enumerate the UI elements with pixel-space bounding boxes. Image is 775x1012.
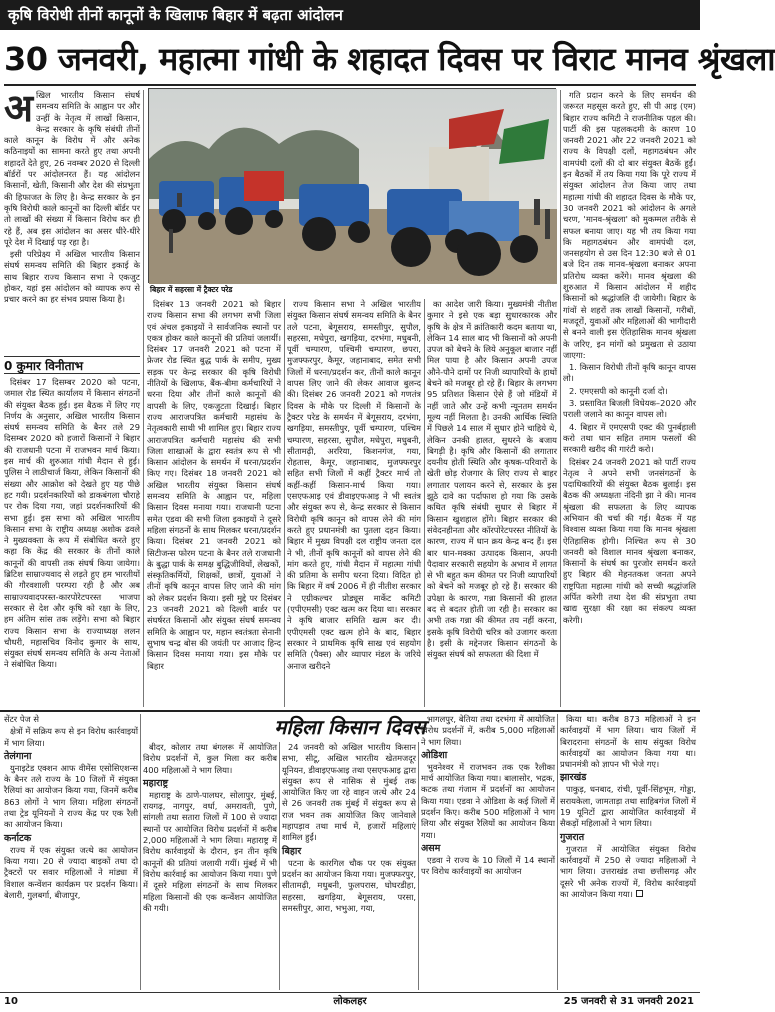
state-heading: महाराष्ट्र bbox=[143, 777, 169, 789]
box-column-3 bbox=[282, 742, 416, 990]
demand-item: 1. किसान विरोधी तीनों कृषि कानून वापस लो। bbox=[563, 362, 696, 384]
column-3-text: राज्य किसान सभा ने अखिल भारतीय संयुक्त किसान संघर्ष समन्वय समिति के बैनर तले पटना, बेगूसराय, समस्तीपुर, सुपौल, सहरसा, मधेपुरा, खगड़िया, दरभंगा, मधुबनी, पूर्वी चम्पारण, पश्चिमी चम्पारण, छपरा, मुजफ्फरपुर, कैमूर, जहानाबाद, समेत सभी जिलों में धरना/प्रदर्शन कर, तीनों काले कानून वापस लिए जाने की लेकर आवाज बुलन्द की। दिसंबर 26 जनवरी 2021 को गणतंत्र दिवस के मौके पर दिल्ली में किसानों के ट्रैक्टर परेड के समर्थन में बेगूसराय, दरभंगा, खगड़िया, समस्तीपुर, पूर्वी चम्पारण, पश्चिम चम्पारण, सहरसा, सुपौल, मधेपुरा, मधुबनी, सीतामढ़ी, अररिया, किशनगंज, गया, रोहतास, कैमूर, जहानाबाद, मुजफ्फरपुर सहित सभी जिलों में कहीं ट्रैक्टर मार्च तो कहीं-कहीं किसान-मार्च किया गया। एसएफआइ एवं डीवाइएफआइ ने भी स्वतंत्र और संयुक्त रूप से, केन्द्र सरकार से किसान विरोधी कृषि कानून को वापस लेने की मांग करते हुए प्रधानमंत्री का पुतला दहन किया। बिहार में मुख्य विपक्षी दल राष्ट्रीय जनता दल ने भी, तीनों कृषि कानूनों को वापस लेने की मांग करते हुए, गांधी मैदान में महात्मा गांधी की प्रतिमा के समीप धरना दिया। विदित हो कि बिहार में वर्ष 2006 में ही नीतीश सरकार ने एग्रीकल्चर प्रोड्यूस मार्केट कमिटी (एपीएमसी) एक्ट खत्म कर दिया था। सरकार ने कृषि बाजार समिति खत्म कर दी। एपीएमसी एक्ट खत्म होने के बाद, बिहार सरकार ने प्राथमिक कृषि साख एवं सहयोग समिति (पैक्स) और व्यापार मंडल के जरिये अनाज खरीदने bbox=[287, 299, 421, 671]
box-divider bbox=[418, 742, 419, 990]
box-c4-p2: भुवनेश्वर में राजभवन तक एक रैलीका मार्च आयोजित किया गया। बालासोर, भद्रक, कटक तथा गंजाम में प्रदर्शनों का आयोजन किया गया। एडवा ने ओडिशा के कई जिलों में प्रदर्शन किए। करीब 500 महिलाओं ने भाग लिया और संयुक्त रैलियों का आयोजन किया गया। bbox=[421, 761, 555, 840]
column-divider bbox=[560, 90, 561, 707]
box-c4-p3: एडवा ने राज्य के 10 जिलों में 14 स्थानों पर विरोध कार्रवाइयों का आयोजन bbox=[421, 854, 555, 877]
article-column-5 bbox=[563, 90, 696, 707]
state-heading: बिहार bbox=[282, 845, 302, 857]
issue-date: 25 जनवरी से 31 जनवरी 2021 bbox=[563, 996, 694, 1007]
box-c2-p1: बीदर, कोलार तथा बंगलरू में आयोजित विरोध प्रदर्शनों में, कुल मिला कर करीब 400 महिलाओं ने भाग लिया। bbox=[143, 742, 277, 775]
box-c5-p3 bbox=[560, 844, 696, 900]
box-c5-p1: किया था। करीब 873 महिलाओं ने इन कार्रवाइयों में भाग लिया। चाय जिलों में बिरादराना संगठनों के साथ संयुक्त विरोध कार्रवाइयों का आयोजन किया गया था। प्रधानमंत्री को ज्ञापन भी भेजे गए। bbox=[560, 714, 696, 770]
article-column-2 bbox=[147, 299, 281, 707]
state-heading: कर्नाटक bbox=[4, 832, 32, 844]
demand-item: 4. बिहार में एमएसपी एक्ट की पुनर्बहाली करो तथा धान सहित तमाम फसलों की सरकारी खरीद की गारंटी करो। bbox=[563, 421, 696, 455]
box-c3-p1: 24 जनवरी को अखिल भारतीय किसान सभा, सीटू, अखिल भारतीय खेतमजदूर यूनियन, डीवाइएफआइ तथा एसएफआइ द्वारा संयुक्त रूप से नासिक से मुंबई तक आयोजित किए जा रहे वाहन जत्थे और 24 से 26 जनवरी तक मुंबई में संयुक्त रूप से राज भवन तक आयोजित किए जानेवाले महापड़ाव तथा मार्च में, हजारों महिलाएं शामिल हुईं। bbox=[282, 742, 416, 843]
photo-caption: बिहार में सहरसा में ट्रैक्टर परेड bbox=[150, 285, 233, 294]
publication-name: लोकलहर bbox=[333, 996, 367, 1007]
continued-note: सेंटर पेज से bbox=[4, 714, 39, 724]
article-column-3 bbox=[287, 299, 421, 707]
end-mark-icon bbox=[636, 890, 643, 897]
section-kicker: कृषि विरोधी तीनों कानूनों के खिलाफ बिहार में बढ़ता आंदोलन bbox=[0, 0, 700, 30]
photo-illustration bbox=[149, 89, 557, 284]
state-heading: तेलंगाना bbox=[4, 750, 32, 762]
lead-column bbox=[4, 86, 140, 354]
box-c2-p2: महाराष्ट्र के ठाणे-पालघर, सोलापुर, मुंबई, रायगढ़, नागपुर, वर्धा, अमरावती, पुणे, सांगली तथा सतारा जिलों में 100 से ज्यादा स्थानों पर आयोजित विरोध प्रदर्शनों में करीब 2,000 महिलाओं ने भाग लिया। महाराष्ट्र में विरोध कार्रवाइयों के दौरान, इन तीन कृषि कानूनों की प्रतियां जलायी गयीं। मुंबई में भी विरोध कार्रवाई का आयोजन किया गया। पुणे में दूसरे महिला संगठनों के साथ मिलकर महिला किसानों की एक कन्वेंशन आयोजित की गयी। bbox=[143, 789, 277, 913]
box-column-1 bbox=[4, 714, 138, 990]
column-2-text: दिसंबर 13 जनवरी 2021 को बिहार राज्य किसान सभा की लगभग सभी जिला एवं अंचल इकाइयों ने सार्वजनिक स्थानों पर एकत्र होकर काले कानूनों की प्रतियां जलायीं। दिसंबर 17 जनवरी 2021 को पटना में फ्रेजर रोड स्थित बुद्ध पार्क के समीप, मुख्य सड़क पर केन्द्र सरकार की कृषि विरोधी नीतियों के खिलाफ, बैंक-बीमा कर्मचारियों ने धरना दिया और तीनों काले कानूनों की वापसी के लिए, एकजुटता दिखाई। बिहार राज्य आराजपत्रित कर्मचारी महासंघ के नेतृत्वकारी साथी भी शामिल हुए। बिहार राज्य आराजपत्रित कर्मचारी महासंघ की सभी जिला शाखाओं के द्वारा स्वतंत्र रूप से भी किसान आंदोलन के समर्थन में धरना/प्रदर्शन किए गए। दिसंबर 18 जनवरी 2021 को अखिल भारतीय संयुक्त किसान संघर्ष समन्वय समिति के आह्वान पर, महिला किसान दिवस मनाया गया। राजधानी पटना समेत एडवा की सभी जिला इकाइयों ने दूसरे महिला संगठनों के साथ मिलकर धरना/प्रदर्शन किया। दिसंबर 21 जनवरी 2021 को सिटीजन्स फोरम पटना के बैनर तले राजधानी के बुद्धा पार्क के समक्ष बुद्धिजीवियों, लेखकों, संस्कृतिकर्मियों, शिक्षकों, छात्रों, युवाओं ने तीनों कृषि कानून वापस लिए जाने की मांग को लेकर प्रदर्शन किया। इसी मुद्दे पर दिसंबर 23 जनवरी 2021 को दिल्ली बार्डर पर संघर्षरत किसानों और संयुक्त संघर्ष समन्वय समिति के आह्वान पर, महान स्वतंत्रता सेनानी सुभाष चन्द्र बोस की जयंती पर आजाद हिन्द किसान दिवस मनाया गया। इस मौके पर बिहार bbox=[147, 299, 281, 671]
state-heading: झारखंड bbox=[560, 772, 587, 784]
column-5-text: गति प्रदान करने के लिए समर्थन की जरूरत महसूस करते हुए, सी पी आइ (एम) बिहार राज्य कमिटी ने राजनीतिक पहल की। पार्टी की इस पहलकदमी के कारण 10 जनवरी 2021 और 22 जनवरी 2021 को राज्य के विपक्षी दलों, महागठबंधन और वामपंथी दलों की दो बार संयुक्त बैठकें हुईं। इन बैठकों में तय किया गया कि पूरे राज्य में संयुक्त आंदोलन तेज किया जाए तथा महात्मा गांधी की शहादत दिवस के मौके पर, 30 जनवरी 2021 को आंदोलन के अगले चरण, 'मानव-श्रृंखला' को मुकम्मल तरीके से सफल बनाया जाए। यह भी तय किया गया कि महागठबंधन और वामपंथी दल, जनसहयोग से उस दिन 12:30 बजे से 01 बजे दिन तक मानव-श्रृंखला बनाकर अपना प्रतिरोध व्यक्त करेंगे। मानव श्रृंखला की शुरुआत में किसान आंदोलन में शहीद किसानों को श्रद्धांजलि दी जायेगी। बिहार के गांवों से शहरों तक लाखों किसानों, गरीबों, मजदूरों, युवाओं और महिलाओं की भागीदारी से बनने वाली इस ऐतिहासिक मानव श्रृंखला के जरिए, इन मांगों को प्रमुखता से उठाया जाएगा: bbox=[563, 90, 696, 360]
box-title: महिला किसान दिवस bbox=[274, 715, 426, 739]
column-divider bbox=[284, 299, 285, 707]
demand-item: 2. एमएसपी को कानूनी दर्जा दो। bbox=[569, 385, 668, 396]
column-divider bbox=[143, 90, 144, 707]
page-footer bbox=[0, 992, 700, 1012]
state-heading: ओडिशा bbox=[421, 749, 448, 761]
box-divider bbox=[140, 714, 141, 990]
state-heading: गुजरात bbox=[560, 831, 585, 843]
author-byline: 0 कुमार विनीताभ bbox=[4, 356, 140, 374]
tractor-parade-photo bbox=[148, 88, 556, 283]
box-c4-p1: भागलपुर, बेतिया तथा दरभंगा में आयोजित विरोध प्रदर्शनों में, करीब 5,000 महिलाओं ने भाग लिया। bbox=[421, 714, 555, 747]
box-column-5 bbox=[560, 714, 696, 990]
box-column-2 bbox=[143, 742, 277, 990]
box-c1-intro: क्षेत्रों में सक्रिय रूप से इन विरोध कार्रवाइयों में भाग लिया। bbox=[4, 726, 138, 748]
page-headline: 30 जनवरी, महात्मा गांधी के शहादत दिवस पर विराट मानव श्रृंखला bbox=[4, 40, 775, 78]
box-divider bbox=[279, 742, 280, 990]
drop-cap: अ bbox=[4, 86, 34, 130]
article-column-1 bbox=[4, 377, 140, 707]
box-c5-p3-text: गुजरात में आयोजित संयुक्त विरोध कार्रवाइयों में 250 से ज्यादा महिलाओं ने भाग लिया। उत्तराखंड तथा छत्तीसगढ़ और दूसरे भी अनेक राज्यों में, विरोध कार्रवाइयों का आयोजन किया गया। bbox=[560, 843, 696, 899]
demand-item: 3. प्रस्तावित बिजली विधेयक–2020 और पराली जलाने का कानून वापस लो। bbox=[563, 398, 696, 420]
state-heading: असम bbox=[421, 842, 441, 854]
column-4-text: का आदेश जारी किया। मुख्यमंत्री नीतीश कुमार ने इसे एक बड़ा सुधारकारक और कृषि के क्षेत्र में क्रांतिकारी कदम बताया था, लेकिन 14 साल बाद भी किसानों को अपनी उपज को बेचने के लिये अनुकूल बाजार नहीं मिल पाया है और किसान अपनी उपज औने-पौने दामों पर निजी व्यापारियों के हाथों बेचने को मजबूर हो रहे हैं। बिहार के लगभग 95 प्रतिशत किसान ऐसे हैं जो मंडियों में नहीं जाते और उन्हें कभी न्यूनतम समर्थन मूल्य नहीं मिलता है। उनकी आर्थिक स्थिति में पिछले 14 साल में सुधार होने चाहिये थे, लेकिन उनकी हालत, सुधरने के बजाय बिगड़ी है। कृषि और किसानों की लगातार दयनीय होती स्थिति और कृषक-परिवारों के खेती छोड़ रोजगार के लिए राज्य से बाहर लगातार पलायन करने से, सरकार के इस झूठे दावे का पर्दाफाश हो गया कि उसके कथित कृषि संबंधी सुधार से बिहार में किसान खुशहाल होंगे। बिहार सरकार की संवेदनहीनता और कॉरपोरेटपरस्त नीतियों के कारण, राज्य में धान क्रय केन्द्र बन्द हैं। इस बार धान-मक्का उत्पादक किसान, अपनी पैदावार सरकारी सहयोग के अभाव में लागत से भी बहुत कम कीमत पर निजी व्यापारियों को बेचने को मजबूर हो रहे हैं। सरकार की उपेक्षा के कारण, गन्ना किसानों की हालत बद से बदतर होती जा रही है। सरकार का अभी तक गन्ना की कीमत तय नहीं करना, इसके कृषि विरोधी चरित्र को उजागर करता है। इसी के मद्देनजर किसान संगठनों के संयुक्त संघर्ष को सफलता की दिशा में bbox=[427, 299, 557, 660]
lead-paragraph-2: इसी परिप्रेक्ष्य में अखिल भारतीय किसान संघर्ष समन्वय समिति की बिहार इकाई के साथ बिहार राज्य किसान सभा ने एकजुट होकर, यहां इस आंदोलन को व्यापक रूप से प्रचार करने का हर संभव प्रयास किया है। bbox=[4, 249, 140, 305]
box-c3-p2: पटना के कारगिल चौक पर एक संयुक्त प्रदर्शन का आयोजन किया गया। मुजफ्फरपुर, सीतामढ़ी, मधुबनी, फुलपरास, घोघरडीहा, सहरसा, खगड़िया, बेगूसराय, परसा, समस्तीपुर, आरा, भभुआ, गया, bbox=[282, 857, 416, 913]
box-divider bbox=[557, 714, 558, 990]
box-column-4 bbox=[421, 714, 555, 990]
column-5-tail: दिसंबर 24 जनवरी 2021 को पार्टी राज्य नेतृत्व ने अपने सभी जनसंगठनों के पदाधिकारियों की संयुक्त बैठक बुलाई। इस बैठक की अध्यक्षता नंदिनी झा ने की। मानव श्रृंखला की सफलता के लिए व्यापक अभियान की चर्चा की गई। बैठक में यह विश्वास व्यक्त किया गया कि मानव श्रृंखला ऐतिहासिक होगी। निश्चित रूप से 30 जनवरी को विशाल मानव श्रृंखला बनाकर, किसानों के संघर्ष का पुरजोर समर्थन करते हुए बिहार की मेहनतकश जनता अपने राष्ट्रपिता महात्मा गांधी को सच्ची श्रद्धांजलि अर्पित करेगी तथा देश की संप्रभुता तथा खाद्य सुरक्षा की रक्षा का संकल्प व्यक्त करेगी। bbox=[563, 456, 696, 625]
lead-paragraph: खिल भारतीय किसान संघर्ष समन्वय समिति के आह्वान पर और उन्हीं के नेतृत्व में लाखों किसान, केन्द्र सरकार के कृषि संबंधी तीनों काले कानून के विरोध में और अनेक कठिनाइयों का सामना करते हुए तथा अपनी शहादतें देते हुए, 26 नवम्बर 2020 से दिल्ली बॉर्डरों पर आंदोलनरत हैं। यह आंदोलन किसानों, खेती, किसानी और देश की संप्रभुता की हिफाजत के लिए है। केन्द्र सरकार के इन कृषि विरोधी काले कानूनों का दिल्ली बॉर्डर पर तो लाखों की संख्या में किसान विरोध कर ही रहे हैं, अब इस आंदोलन का असर धीरे-धीरे पूरे देश में दिखाई पड़ रहा है। bbox=[4, 90, 140, 247]
page-number: 10 bbox=[4, 996, 18, 1007]
headline-rule bbox=[4, 84, 696, 86]
column-divider bbox=[424, 299, 425, 707]
box-c1-p1: युनाइटेड एक्शन आफ वीमेंस एसोसिएशन्स के बैनर तले राज्य के 10 जिलों में संयुक्त रैलियां का आयोजन किया गया, जिनमें करीब 863 लोगों ने भाग लिया। महिला संगठनों तथा ट्रेड यूनियनों ने राज्य केंद्र पर एक रैली का आयोजन किया। bbox=[4, 762, 138, 830]
box-c1-p2: राज्य में एक संयुक्त जत्थे का आयोजन किया गया। 20 से ज्यादा बाइकों तथा दो ट्रैक्टरों पर सवार महिलाओं ने मांड्या में विशाल कन्वेंशन कार्यक्रम पर प्रदर्शन किया। बेलारी, गुलबर्गा, बीजापुर, bbox=[4, 844, 138, 900]
article-column-4 bbox=[427, 299, 557, 707]
box-c5-p2: पाकुड़, धनबाद, रांची, पूर्वी-सिंहभूम, गोड्डा, सरायकेला, जामताड़ा तथा साहिबगंज जिलों में 19 यूनिटों द्वारा आयोजित कार्रवाइयों में सैकड़ों महिलाओं ने भाग लिया। bbox=[560, 784, 696, 829]
column-1-text: दिसंबर 17 दिसम्बर 2020 को पटना, जमाल रोड स्थित कार्यालय में किसान संगठनों की संयुक्त बैठक हुई। इस बैठक में लिए गए निर्णय के अनुसार, अखिल भारतीय किसान संघर्ष समन्वय समिति के बैनर तले 29 दिसम्बर 2020 को हजारों किसानों ने बिहार की राजधानी पटना में राजभवन मार्च किया। इस मार्च की शुरुआत गांधी मैदान से हुई। पुलिस ने लाठीचार्ज किया, लेकिन किसानों की संख्या और आक्रोश को देखते हुए यह पीछे हट गयी। प्रदर्शनकारियों को डाकबंगला चौराहे पर रोक दिया गया, जहां प्रदर्शनकारियों की सभा हुई। इस सभा को अखिल भारतीय किसान सभा के राष्ट्रीय अध्यक्ष अशोक ढवले ने मुख्यवक्ता के रूप में संबोधित करते हुए कहा कि केंद्र की सरकार के तीनों काले कानूनों की वापसी तक संघर्ष किया जायेगा। ब्रिटिश साम्राज्यवाद से लड़ते हुए हम भारतीयों की गौरवशाली परम्परा रही है और अब साम्राज्यवादपरस्त-कारपोरेटपरस्त भाजपा सरकार से देश और कृषि को रक्षा के लिए, हम अंतिम सांस तक लड़ेंगे। सभा को बिहार राज्य किसान सभा के राज्याध्यक्ष ललन चौधरी, महासचिव विनोद कुमार के साथ, संयुक्त संघर्ष समन्वय समिति के अन्य नेताओं ने संबोधित किया। bbox=[4, 377, 140, 670]
